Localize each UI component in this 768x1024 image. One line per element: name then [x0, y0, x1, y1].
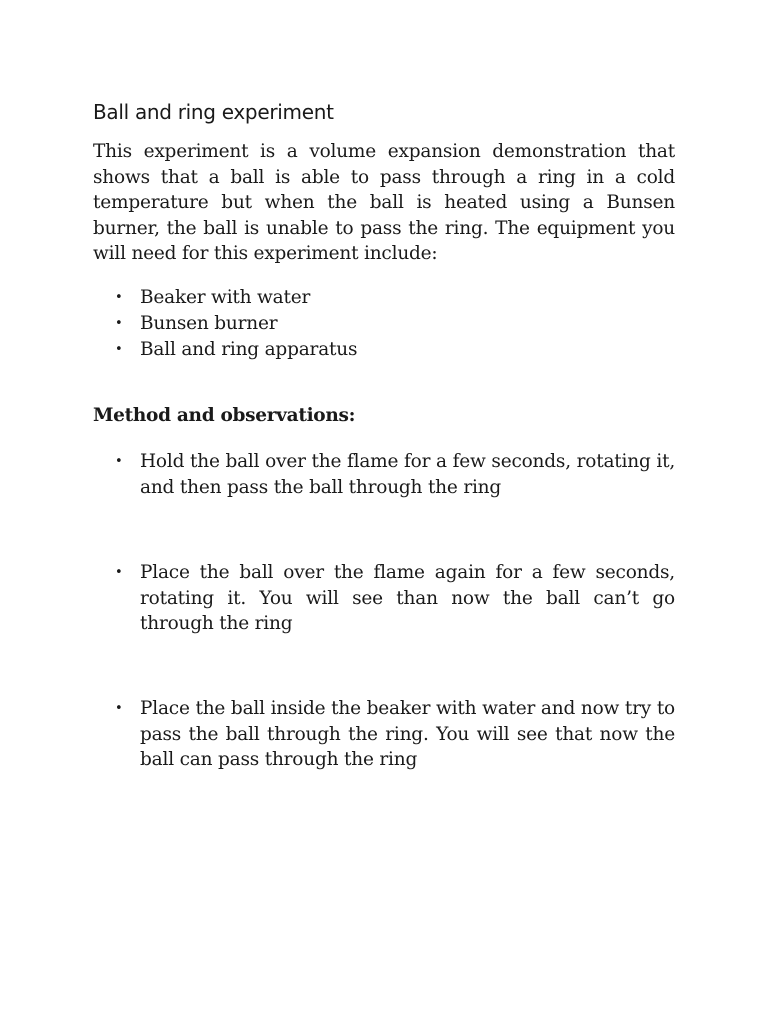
equipment-item-label: Bunsen burner — [140, 312, 278, 334]
document-content — [93, 98, 675, 773]
list-item — [93, 285, 675, 311]
list-item — [93, 696, 675, 773]
list-item — [93, 560, 675, 637]
bullet-icon: • — [115, 315, 123, 331]
list-item — [93, 449, 675, 500]
bullet-icon: • — [115, 565, 123, 581]
bullet-icon: • — [115, 453, 123, 469]
list-item — [93, 311, 675, 337]
equipment-list — [93, 285, 675, 363]
list-item — [93, 337, 675, 363]
equipment-item-label: Beaker with water — [140, 286, 311, 308]
bullet-icon: • — [115, 341, 123, 357]
method-steps-list — [93, 449, 675, 773]
step-text: Place the ball inside the beaker with water and now try to pass the ball through the ring. You will see that now the ball can pass through the ring — [140, 697, 675, 771]
document-title: Ball and ring experiment — [93, 100, 334, 124]
step-text: Place the ball over the flame again for a few seconds, rotating it. You will see than now the ball can’t go through the ring — [140, 562, 675, 635]
step-text: Hold the ball over the flame for a few seconds, rotating it, and then pass the ball through the ring — [140, 450, 675, 498]
intro-paragraph: This experiment is a volume expansion demonstration that shows that a ball is able to pass through a ring in a cold temperature but when the ball is heated using a Bunsen burner, the ball is unable to pass the ring. The equipment you will need for this experiment include: — [93, 141, 675, 265]
bullet-icon: • — [115, 289, 123, 305]
method-heading: Method and observations: — [93, 404, 356, 426]
bullet-icon: • — [115, 700, 123, 716]
equipment-item-label: Ball and ring apparatus — [140, 338, 358, 360]
